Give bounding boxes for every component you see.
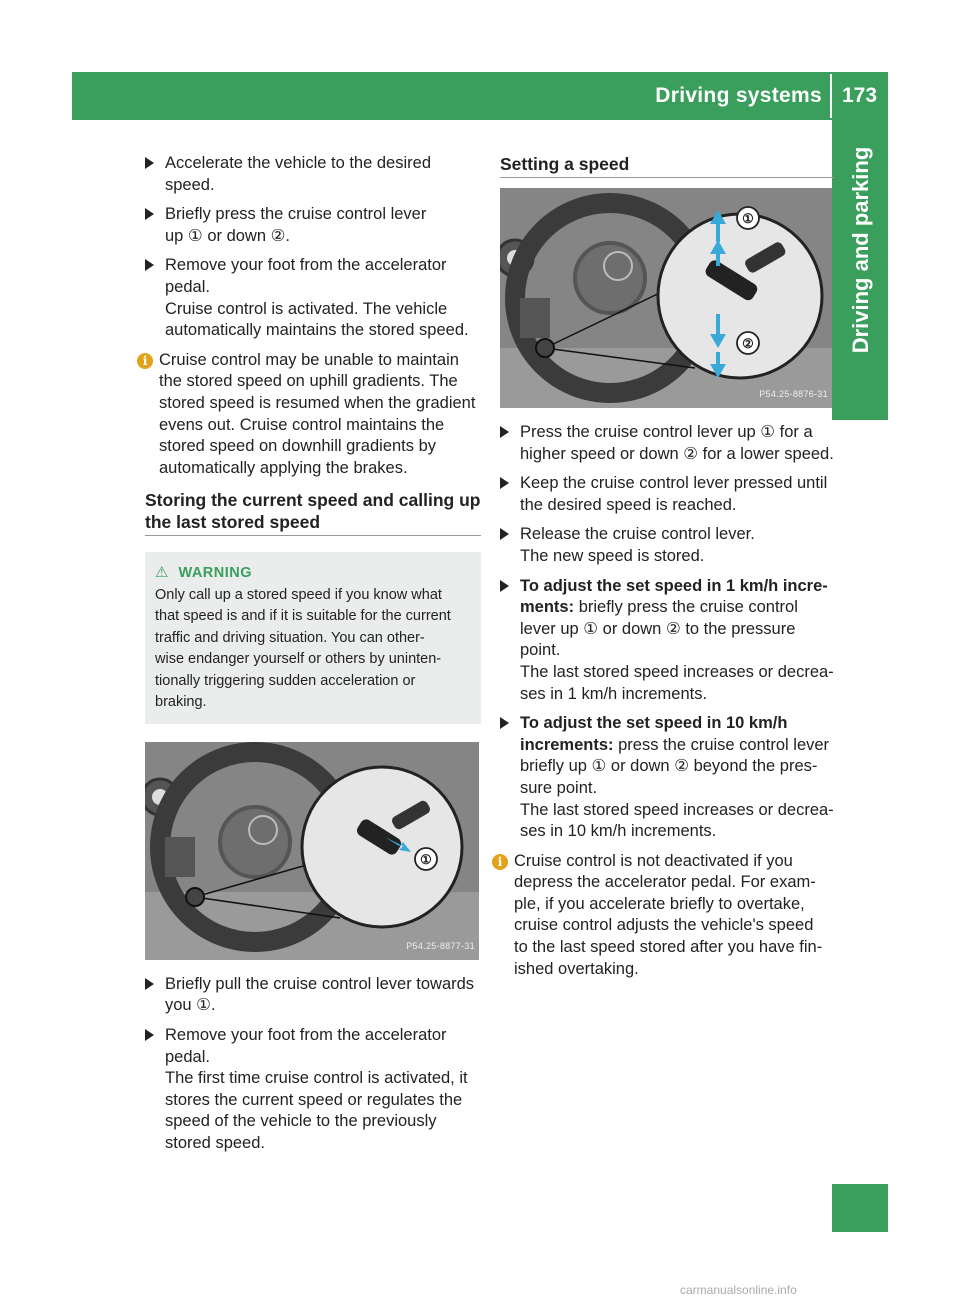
step-text: Briefly pull the cruise control lever towards you ①. <box>165 974 475 1015</box>
step-text: To adjust the set speed in 1 km/h incre- ments: briefly press the cruise control lever up ① or down ② to the pressure point. The last stored speed increases or decrea- ses in 1 km/h increments. <box>520 576 834 703</box>
step-arrow-icon <box>500 426 509 438</box>
warning-box <box>145 552 481 724</box>
step-text: To adjust the set speed in 10 km/h increments: press the cruise control lever briefly up ① or down ② beyond the pres- sure point. The last stored speed increases or decrea- ses in 10 km/h increments. <box>520 714 834 841</box>
step <box>500 576 834 706</box>
step-arrow-icon <box>500 528 509 540</box>
step <box>145 255 481 341</box>
step-text: Accelerate the vehicle to the desired speed. <box>165 154 431 194</box>
step-arrow-icon <box>500 477 509 489</box>
svg-text:①: ① <box>742 211 754 226</box>
step-text: Release the cruise control lever. The new speed is stored. <box>520 525 755 565</box>
step-arrow-icon <box>500 717 509 729</box>
steering-wheel-illustration <box>145 742 479 960</box>
svg-text:①: ① <box>420 851 432 867</box>
step-text: Press the cruise control lever up ① for a higher speed or down ② for a lower speed. <box>520 423 834 463</box>
step-text: Remove your foot from the accelerator pedal. Cruise control is activated. The vehicle automatically maintains the stored speed. <box>165 256 469 340</box>
page-number: 173 <box>842 84 878 107</box>
step-arrow-icon <box>500 580 509 592</box>
step-arrow-icon <box>145 157 154 169</box>
step-arrow-icon <box>145 1029 154 1041</box>
figure-code: P54.25-8877-31 <box>406 941 475 952</box>
step-text: Remove your foot from the accelerator pedal. The first time cruise control is activated, it stores the current speed or regulates the speed of the vehicle to the previously stored speed. <box>165 1026 468 1152</box>
header-divider <box>830 74 832 118</box>
step <box>500 524 834 567</box>
step <box>500 422 834 465</box>
figure-code: P54.25-8876-31 <box>759 389 828 400</box>
section-heading: Setting a speed <box>500 153 834 178</box>
steering-wheel-illustration <box>500 188 832 408</box>
step <box>500 713 834 843</box>
section-heading: Storing the current speed and calling up the last stored speed <box>145 489 481 536</box>
warning-text: Only call up a stored speed if you know what that speed is and if it is suitable for the current traffic and driving situation. You can other- wise endanger yourself or others by uninten- tionally triggering sudden acceleration or braking. <box>155 586 451 711</box>
info-note: i Cruise control is not deactivated if you depress the accelerator pedal. For exam- ple, if you accelerate briefly to overtake, cruise control adjusts the vehicle's speed to the last speed stored after you have fin- ished overtaking. <box>500 851 834 981</box>
step <box>500 473 834 516</box>
step-text: Keep the cruise control lever pressed until the desired speed is reached. <box>520 474 828 514</box>
step-arrow-icon <box>145 978 154 990</box>
cruise-control-setting-figure <box>500 188 832 408</box>
step-text: Briefly press the cruise control lever up ① or down ②. <box>165 205 427 245</box>
right-column <box>497 153 834 990</box>
step-arrow-icon <box>145 208 154 220</box>
side-chapter-label: Driving and parking <box>848 146 873 354</box>
step <box>145 1025 481 1155</box>
step <box>145 204 481 247</box>
info-icon: i <box>137 353 153 369</box>
info-note: i Cruise control may be unable to maintain the stored speed on uphill gradients. The stored speed is resumed when the gradient evens out. Cruise control maintains the stored speed on downhill gradients by automatically applying the brakes. <box>145 350 481 480</box>
step <box>145 153 481 196</box>
step <box>145 974 481 1017</box>
info-icon: i <box>492 854 508 870</box>
cruise-control-pull-figure <box>145 742 479 960</box>
step-arrow-icon <box>145 259 154 271</box>
warning-title: WARNING <box>178 565 253 582</box>
side-marker-block <box>832 1184 888 1232</box>
left-column <box>142 153 481 1163</box>
warning-triangle-icon: ⚠ <box>155 564 169 582</box>
svg-text:②: ② <box>742 336 754 351</box>
footer-watermark: carmanualsonline.info <box>680 1283 797 1297</box>
section-title: Driving systems <box>655 84 822 107</box>
